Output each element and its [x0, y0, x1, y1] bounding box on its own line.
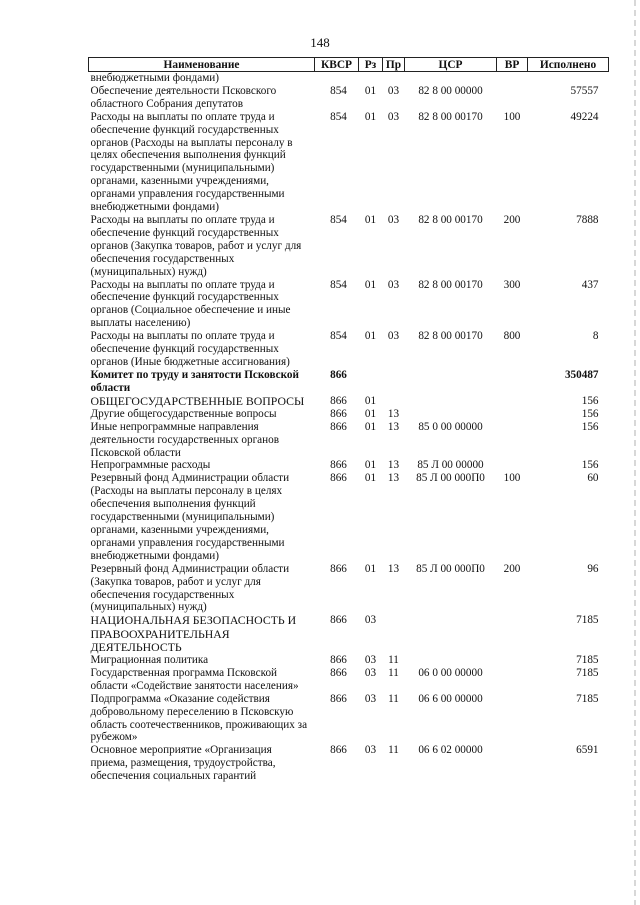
cell-rz: 03 — [364, 653, 377, 666]
cell-name: Непрограммные расходы — [90, 459, 211, 472]
cell-csr: 85 Л 00 000П0 — [416, 562, 485, 575]
cell-kvsr: 854 — [330, 213, 347, 226]
header-csr: ЦСР — [405, 58, 497, 72]
cell-kvsr: 866 — [330, 394, 347, 407]
cell-vr — [497, 395, 528, 408]
cell-pr: 13 — [387, 407, 400, 420]
cell-amount — [528, 72, 609, 85]
cell-vr — [497, 614, 528, 654]
table-row — [89, 693, 609, 745]
cell-name: Расходы на выплаты по оплате труда и обеспечение функций государственных органов (Расходы на выплаты персоналу в целях обеспечения выполнения функций государственными (муниципальными) органами, казенными учреждениями, органами управления государственными внебюджетными фондами) — [90, 110, 293, 214]
table-row — [89, 654, 609, 667]
cell-name: внебюджетными фондами) — [90, 72, 219, 84]
table-body — [89, 72, 609, 784]
cell-pr: 03 — [387, 110, 400, 123]
cell-rz: 01 — [364, 459, 377, 472]
table-row — [89, 744, 609, 783]
cell-vr: 100 — [503, 472, 521, 485]
table-row — [89, 563, 609, 615]
cell-csr: 85 0 00 00000 — [418, 420, 483, 433]
cell-csr — [405, 408, 497, 421]
cell-amount: 96 — [587, 562, 599, 575]
cell-csr: 82 8 00 00170 — [418, 213, 483, 226]
cell-vr — [497, 667, 528, 693]
cell-amount: 156 — [581, 459, 599, 472]
cell-amount: 8 — [592, 330, 599, 343]
table-row — [89, 111, 609, 214]
cell-pr: 11 — [388, 666, 399, 679]
table-row — [89, 395, 609, 408]
cell-pr: 03 — [387, 213, 400, 226]
cell-kvsr: 854 — [330, 84, 347, 97]
cell-name: Другие общегосударственные вопросы — [90, 407, 277, 420]
header-rz: Рз — [359, 58, 383, 72]
cell-csr: 85 Л 00 000П0 — [416, 472, 485, 485]
cell-csr: 82 8 00 00170 — [418, 330, 483, 343]
cell-rz: 01 — [364, 278, 377, 291]
cell-rz: 01 — [364, 213, 377, 226]
header-pr: Пр — [383, 58, 405, 72]
table-header — [89, 58, 609, 72]
cell-csr — [405, 395, 497, 408]
cell-name: Расходы на выплаты по оплате труда и обеспечение функций государственных органов (Иные бюджетные ассигнования) — [90, 330, 290, 368]
cell-amount: 7185 — [576, 692, 599, 705]
cell-vr — [497, 72, 528, 85]
cell-rz: 03 — [364, 666, 377, 679]
cell-amount: 6591 — [576, 744, 599, 757]
cell-kvsr: 866 — [330, 562, 347, 575]
cell-csr: 82 8 00 00000 — [418, 84, 483, 97]
cell-vr — [497, 693, 528, 745]
cell-csr: 06 6 00 00000 — [418, 692, 483, 705]
cell-vr — [497, 744, 528, 783]
table-row — [89, 614, 609, 654]
cell-pr: 13 — [387, 420, 400, 433]
cell-name: ОБЩЕГОСУДАРСТВЕННЫЕ ВОПРОСЫ — [90, 393, 305, 408]
cell-vr — [497, 654, 528, 667]
cell-pr: 11 — [388, 692, 399, 705]
table-row — [89, 85, 609, 111]
cell-name: Иные непрограммные направления деятельности государственных органов Псковской области — [90, 420, 280, 459]
cell-rz: 03 — [364, 744, 377, 757]
table-row — [89, 72, 609, 85]
cell-kvsr: 854 — [330, 330, 347, 343]
cell-vr: 200 — [503, 562, 521, 575]
cell-rz: 01 — [364, 394, 377, 407]
cell-name: Основное мероприятие «Организация приема, размещения, трудоустройства, обеспечения социальных гарантий — [90, 744, 276, 783]
cell-name: Расходы на выплаты по оплате труда и обеспечение функций государственных органов (Социальное обеспечение и иные выплаты населению) — [90, 278, 291, 330]
cell-kvsr: 866 — [330, 472, 347, 485]
cell-amount: 156 — [581, 407, 599, 420]
table-row — [89, 667, 609, 693]
cell-rz: 01 — [364, 420, 377, 433]
cell-pr: 03 — [387, 330, 400, 343]
cell-kvsr: 866 — [330, 614, 347, 627]
cell-amount: 7185 — [576, 614, 599, 627]
cell-vr — [497, 459, 528, 472]
cell-amount: 49224 — [570, 110, 599, 123]
cell-pr: 13 — [387, 472, 400, 485]
cell-rz: 03 — [364, 692, 377, 705]
table-row — [89, 279, 609, 331]
budget-table — [88, 57, 609, 783]
table-row — [89, 459, 609, 472]
cell-csr: 06 6 02 00000 — [418, 744, 483, 757]
cell-vr: 200 — [503, 213, 521, 226]
cell-kvsr: 866 — [330, 653, 347, 666]
table-row — [89, 472, 609, 562]
table-row — [89, 408, 609, 421]
cell-name: Миграционная политика — [90, 653, 209, 666]
table-row — [89, 214, 609, 279]
cell-amount: 156 — [581, 420, 599, 433]
cell-name: Обеспечение деятельности Псковского областного Собрания депутатов — [90, 84, 277, 110]
cell-amount: 156 — [581, 394, 599, 407]
cell-csr — [405, 654, 497, 667]
cell-kvsr: 866 — [330, 666, 347, 679]
cell-amount: 7888 — [576, 213, 599, 226]
cell-name: Комитет по труду и занятости Псковской области — [90, 368, 299, 394]
cell-rz: 01 — [364, 84, 377, 97]
cell-rz — [359, 72, 383, 85]
header-kvsr: КВСР — [315, 58, 359, 72]
cell-amount: 60 — [587, 472, 599, 485]
cell-name: Государственная программа Псковской области «Содействие занятости населения» — [90, 666, 299, 692]
cell-pr: 13 — [387, 562, 400, 575]
cell-amount: 7185 — [576, 666, 599, 679]
cell-pr: 11 — [388, 653, 399, 666]
cell-kvsr: 854 — [330, 278, 347, 291]
cell-kvsr: 866 — [330, 744, 347, 757]
cell-name: Подпрограмма «Оказание содействия добровольному переселению в Псковскую область соотечественников, проживающих за рубежом» — [90, 692, 308, 744]
cell-rz: 01 — [364, 472, 377, 485]
cell-kvsr — [315, 72, 359, 85]
cell-kvsr: 866 — [330, 692, 347, 705]
cell-csr: 85 Л 00 00000 — [417, 459, 484, 472]
cell-csr: 82 8 00 00170 — [418, 110, 483, 123]
cell-pr — [383, 614, 405, 654]
cell-pr: 03 — [387, 84, 400, 97]
cell-rz: 01 — [364, 562, 377, 575]
table-row — [89, 330, 609, 369]
cell-vr: 100 — [503, 110, 521, 123]
cell-vr: 800 — [503, 330, 521, 343]
cell-rz: 01 — [364, 407, 377, 420]
cell-csr: 06 0 00 00000 — [418, 666, 483, 679]
cell-csr — [405, 614, 497, 654]
cell-kvsr: 866 — [330, 407, 347, 420]
header-name: Наименование — [89, 58, 315, 72]
cell-kvsr: 866 — [330, 420, 347, 433]
table-row — [89, 421, 609, 460]
cell-vr — [497, 408, 528, 421]
cell-amount: 350487 — [564, 368, 599, 381]
cell-rz: 01 — [364, 110, 377, 123]
cell-amount: 57557 — [570, 84, 599, 97]
page-number: 148 — [310, 35, 330, 50]
cell-name: Резервный фонд Администрации области (Закупка товаров, работ и услуг для обеспечения государственных (муниципальных) нужд) — [90, 562, 290, 614]
cell-pr — [383, 369, 405, 395]
cell-vr — [497, 85, 528, 111]
cell-pr: 13 — [387, 459, 400, 472]
scan-edge-decoration — [634, 0, 636, 905]
cell-csr — [405, 369, 497, 395]
cell-name: Резервный фонд Администрации области (Расходы на выплаты персоналу в целях обеспечения выполнения функций государственными (муниципальными) органами, казенными учреждениями, органами управления государственными внебюджетными фондами) — [90, 472, 290, 562]
cell-kvsr: 866 — [330, 459, 347, 472]
cell-kvsr: 866 — [330, 368, 347, 381]
cell-vr — [497, 421, 528, 460]
cell-vr: 300 — [503, 278, 521, 291]
budget-table-container — [88, 57, 608, 783]
cell-pr: 11 — [388, 744, 399, 757]
table-row — [89, 369, 609, 395]
cell-pr — [383, 395, 405, 408]
cell-rz: 01 — [364, 330, 377, 343]
cell-pr: 03 — [387, 278, 400, 291]
cell-csr — [405, 72, 497, 85]
cell-pr — [383, 72, 405, 85]
header-vr: ВР — [497, 58, 528, 72]
cell-amount: 7185 — [576, 653, 599, 666]
cell-amount: 437 — [581, 278, 599, 291]
cell-csr: 82 8 00 00170 — [418, 278, 483, 291]
cell-vr — [497, 369, 528, 395]
header-amount: Исполнено — [528, 58, 609, 72]
cell-rz: 03 — [364, 614, 377, 627]
cell-name: НАЦИОНАЛЬНАЯ БЕЗОПАСНОСТЬ И ПРАВООХРАНИТЕЛЬНАЯ ДЕЯТЕЛЬНОСТЬ — [90, 613, 297, 654]
cell-kvsr: 854 — [330, 110, 347, 123]
cell-name: Расходы на выплаты по оплате труда и обеспечение функций государственных органов (Закупка товаров, работ и услуг для обеспечения государственных (муниципальных) нужд) — [90, 213, 302, 278]
cell-rz — [359, 369, 383, 395]
